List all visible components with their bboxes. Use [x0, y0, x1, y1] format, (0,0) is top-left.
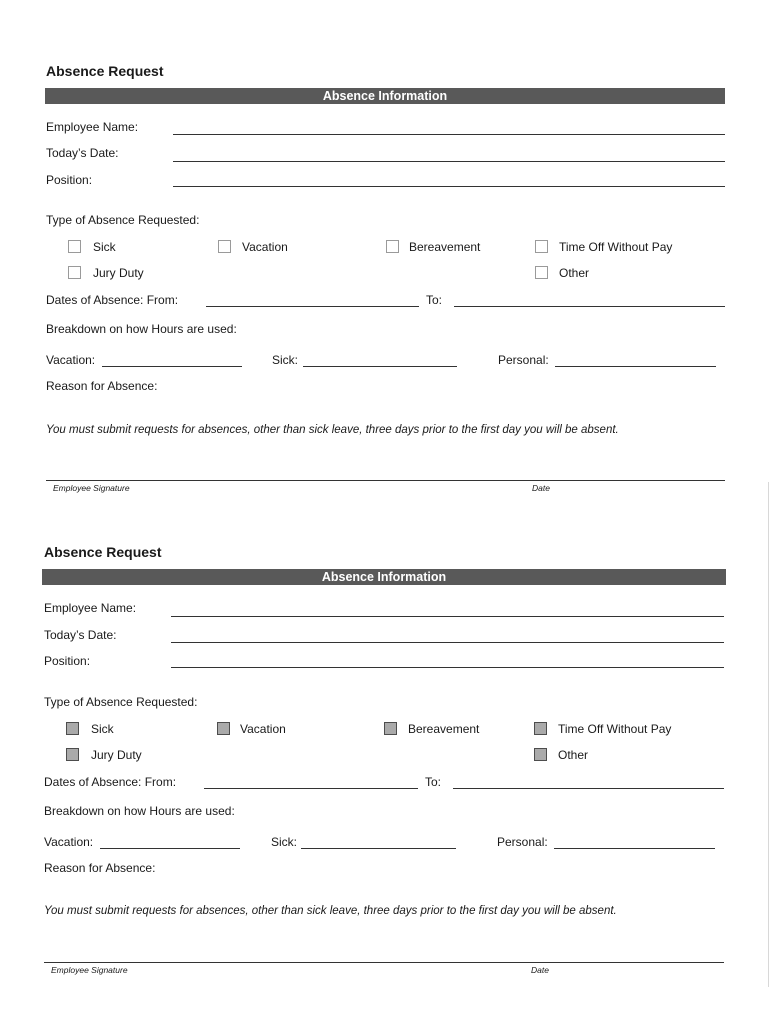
from-date-field[interactable] — [204, 788, 418, 789]
other-checkbox[interactable] — [535, 266, 548, 279]
time-off-option-label: Time Off Without Pay — [558, 722, 672, 736]
position-label: Position: — [44, 654, 91, 668]
hours-breakdown-label: Breakdown on how Hours are used: — [44, 804, 235, 818]
todays-date-field[interactable] — [173, 161, 725, 162]
dates-of-absence-label: Dates of Absence: From: — [44, 775, 177, 789]
submission-notice: You must submit requests for absences, other than sick leave, three days prior to the first day you will be absent. — [46, 424, 619, 436]
to-label: To: — [426, 293, 443, 307]
sick-option-label: Sick — [91, 722, 114, 736]
signature-line[interactable] — [44, 962, 724, 963]
employee-signature-label: Employee Signature — [53, 483, 130, 493]
absence-type-label: Type of Absence Requested: — [44, 695, 198, 709]
vacation-hours-label: Vacation: — [44, 835, 94, 849]
position-label: Position: — [46, 173, 93, 187]
to-date-field[interactable] — [453, 788, 724, 789]
bereavement-checkbox[interactable] — [386, 240, 399, 253]
section-header-bar: Absence Information — [42, 569, 726, 585]
sick-hours-label: Sick: — [272, 353, 299, 367]
vacation-hours-field[interactable] — [100, 848, 240, 849]
vacation-option-label: Vacation — [240, 722, 286, 736]
other-option-label: Other — [558, 748, 589, 762]
section-header-bar: Absence Information — [45, 88, 725, 104]
form-title: Absence Request — [46, 63, 164, 79]
bereavement-option-label: Bereavement — [409, 240, 481, 254]
employee-name-field[interactable] — [173, 134, 725, 135]
sick-hours-label: Sick: — [271, 835, 298, 849]
time-off-checkbox[interactable] — [535, 240, 548, 253]
personal-hours-label: Personal: — [498, 353, 549, 367]
jury-duty-option-label: Jury Duty — [91, 748, 142, 762]
position-field[interactable] — [171, 667, 724, 668]
absence-request-form-1 — [0, 0, 770, 493]
signature-date-label: Date — [532, 483, 550, 493]
time-off-option-label: Time Off Without Pay — [559, 240, 673, 254]
vacation-hours-field[interactable] — [102, 366, 242, 367]
signature-date-label: Date — [531, 965, 549, 975]
to-date-field[interactable] — [454, 306, 725, 307]
time-off-checkbox[interactable] — [534, 722, 547, 735]
todays-date-label: Today’s Date: — [46, 146, 119, 160]
sick-option-label: Sick — [93, 240, 116, 254]
absence-type-label: Type of Absence Requested: — [46, 213, 200, 227]
reason-for-absence-label: Reason for Absence: — [44, 861, 156, 875]
vacation-checkbox[interactable] — [217, 722, 230, 735]
dates-of-absence-label: Dates of Absence: From: — [46, 293, 179, 307]
position-field[interactable] — [173, 186, 725, 187]
employee-signature-label: Employee Signature — [51, 965, 128, 975]
todays-date-field[interactable] — [171, 642, 724, 643]
employee-name-label: Employee Name: — [44, 601, 137, 615]
from-date-field[interactable] — [206, 306, 419, 307]
employee-name-field[interactable] — [171, 616, 724, 617]
sick-checkbox[interactable] — [68, 240, 81, 253]
form-title: Absence Request — [44, 544, 162, 560]
employee-name-label: Employee Name: — [46, 120, 139, 134]
jury-duty-checkbox[interactable] — [66, 748, 79, 761]
sick-hours-field[interactable] — [301, 848, 456, 849]
other-checkbox[interactable] — [534, 748, 547, 761]
vacation-option-label: Vacation — [242, 240, 288, 254]
sick-checkbox[interactable] — [66, 722, 79, 735]
personal-hours-field[interactable] — [555, 366, 716, 367]
reason-for-absence-label: Reason for Absence: — [46, 379, 158, 393]
vacation-hours-label: Vacation: — [46, 353, 96, 367]
hours-breakdown-label: Breakdown on how Hours are used: — [46, 322, 237, 336]
bereavement-checkbox[interactable] — [384, 722, 397, 735]
to-label: To: — [425, 775, 442, 789]
other-option-label: Other — [559, 266, 590, 280]
todays-date-label: Today’s Date: — [44, 628, 117, 642]
personal-hours-field[interactable] — [554, 848, 715, 849]
submission-notice: You must submit requests for absences, other than sick leave, three days prior to the first day you will be absent. — [44, 905, 617, 917]
jury-duty-checkbox[interactable] — [68, 266, 81, 279]
sick-hours-field[interactable] — [303, 366, 457, 367]
vacation-checkbox[interactable] — [218, 240, 231, 253]
bereavement-option-label: Bereavement — [408, 722, 480, 736]
personal-hours-label: Personal: — [497, 835, 548, 849]
jury-duty-option-label: Jury Duty — [93, 266, 144, 280]
absence-request-form-2 — [0, 481, 770, 975]
